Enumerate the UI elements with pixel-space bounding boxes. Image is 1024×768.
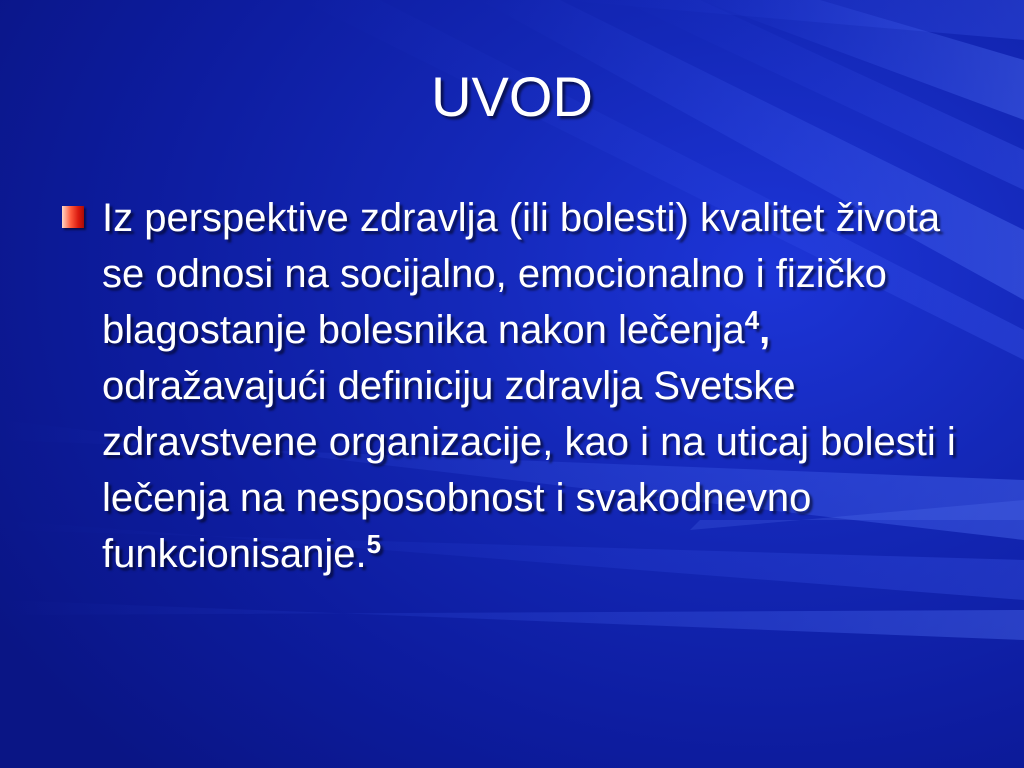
- slide-title: UVOD: [431, 65, 593, 128]
- citation-5: 5: [366, 529, 382, 559]
- bullet-text-part-1: Iz perspektive zdravlja (ili bolesti) kvalitet života se odnosi na socijalno, emocionalno i fizičko blagostanje bolesnika nakon lečenja: [102, 196, 941, 352]
- citation-4: 4: [744, 305, 760, 335]
- bullet-comma: ,: [759, 308, 771, 352]
- bullet-text: [102, 190, 972, 582]
- square-bullet-icon: [62, 206, 84, 228]
- bullet-text-part-2: odražavajući definiciju zdravlja Svetske zdravstvene organizacije, kao i na uticaj bolesti i lečenja na nesposobnost i svakodnevno funkcionisanje.: [102, 364, 956, 576]
